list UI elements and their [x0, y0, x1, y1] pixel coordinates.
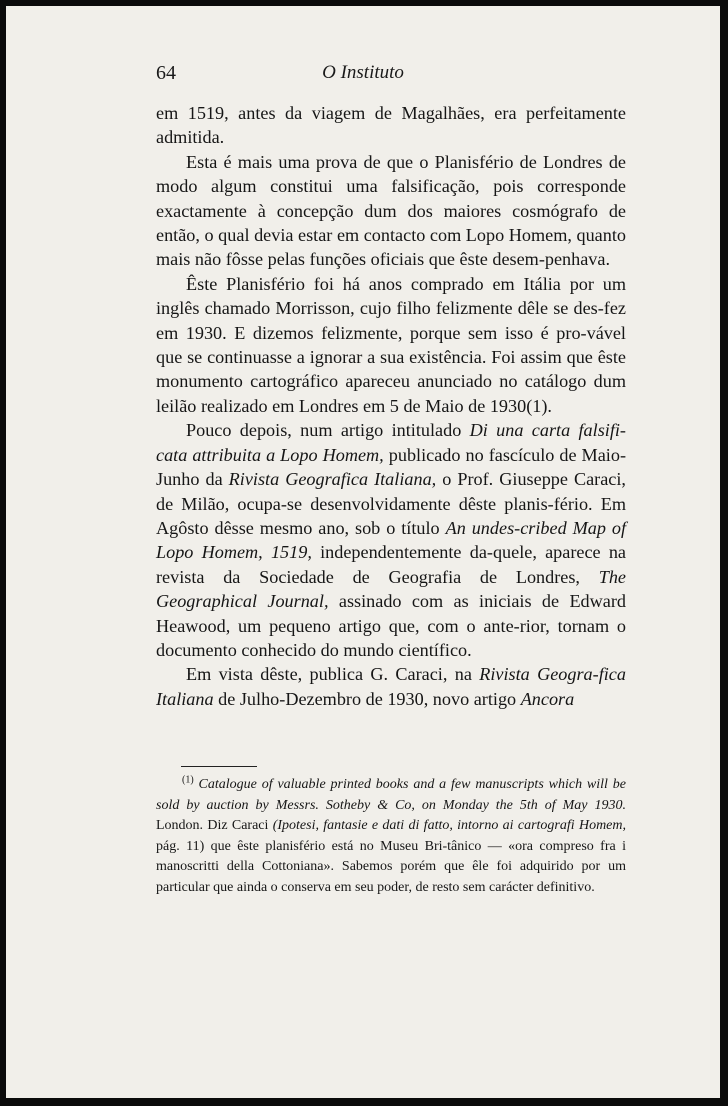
catalogue-title: Catalogue of valuable printed books and a few manuscripts which will be sold by auction by Messrs. Sotheby & Co, on Monday the 5th of May 1930.	[156, 777, 626, 813]
footnote-1: $^{(1)}$ Catalogue of valuable printed books and a few manuscripts which will be sold by auction by Messrs. Sotheby & Co, on Monday the 5th of May 1930. London. Diz Caraci (Ipotesi, fantasie e dati di fatto, intorno ai cartografi Homem, pág. 11) que êste planisfério está no Museu Bri-tânico — «ora compreso fra i manoscritti della Cottoniana». Sabemos porém que êle foi adquirido por um particular que ainda o conserva em seu poder, de resto sem carácter definitivo.	[156, 774, 626, 895]
journal-title: Rivista Geogra-fica Italiana	[156, 664, 626, 709]
footnote-reference: (1)	[526, 395, 548, 416]
article-title: Di una carta falsifi-cata attribuita a Lopo Homem,	[156, 420, 626, 465]
footnote-mark: (1)	[182, 774, 194, 786]
paragraph-3: Êste Planisfério foi há anos comprado em Itália por um inglês chamado Morrisson, cujo filho felizmente dêle se des-fez em 1930. E dizemos felizmente, porque sem isso é pro-vável que se continuasse a ignorar a sua existência. Foi assim que êste monumento cartográfico apareceu anunciado no catálogo dum leilão realizado em Londres em 5 de Maio de 1930(1).	[156, 273, 626, 416]
paragraph-1: em 1519, antes da viagem de Magalhães, era perfeitamente admitida.	[156, 103, 626, 148]
running-title: O Instituto	[322, 62, 404, 83]
paragraph-4: Pouco depois, num artigo intitulado Di una carta falsifi-cata attribuita a Lopo Homem, publicado no fascículo de Maio-Junho da Rivista Geografica Italiana, o Prof. Giuseppe Caraci, de Milão, ocupa-se desenvolvidamente dêste planis-fério. Em Agôsto dêsse mesmo ano, sob o título An undes-cribed Map of Lopo Homem, 1519, independentemente da-quele, aparece na revista da Sociedade de Geografia de Londres, The Geographical Journal, assinado com as iniciais de Edward Heawood, um pequeno artigo que, com o ante-rior, tornam o documento conhecido do mundo científico.	[156, 420, 627, 660]
footnotes	[156, 775, 626, 899]
journal-title: Rivista Geografica Italiana,	[228, 469, 437, 490]
page-number: 64	[156, 62, 176, 84]
article-title: (Ipotesi, fantasie e dati di fatto, intorno ai cartografi Homem,	[272, 818, 626, 834]
article-title: Ancora	[520, 688, 575, 709]
paragraph-5: Em vista dêste, publica G. Caraci, na Rivista Geogra-fica Italiana de Julho-Dezembro de 1930, novo artigo Ancora	[156, 664, 626, 709]
journal-title: The Geographical Journal,	[156, 566, 626, 612]
page-header	[6, 62, 720, 88]
footnote-divider	[181, 766, 257, 767]
article-title: An undes-cribed Map of Lopo Homem, 1519,	[156, 517, 627, 563]
paragraph-2: Esta é mais uma prova de que o Planisfério de Londres de modo algum constitui uma falsificação, pois corresponde exactamente à concepção dum dos maiores cosmógrafo de então, o qual devia estar em contacto com Lopo Homem, quanto mais não fôsse pelas funções oficiais que êste desem-penhava.	[156, 151, 626, 270]
body-text	[156, 101, 626, 711]
book-page	[6, 6, 720, 1098]
